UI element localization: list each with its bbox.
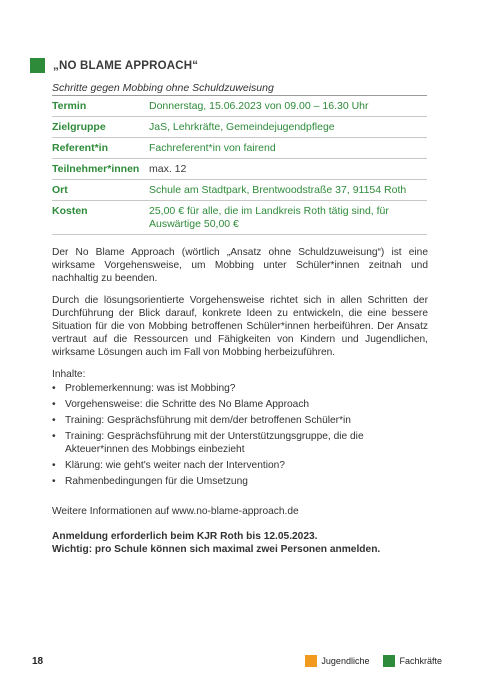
bullet-glyph: • (52, 399, 56, 410)
heading (30, 58, 198, 73)
list-item (52, 414, 428, 427)
bullet-glyph: • (52, 476, 56, 487)
bullet-glyph: • (52, 415, 56, 426)
registration-line: Wichtig: pro Schule können sich maximal zwei Personen anmelden. (52, 544, 381, 555)
list-item (52, 398, 428, 411)
info-key: Ort (52, 180, 149, 201)
page-number: 18 (32, 656, 44, 667)
green-square-marker (30, 58, 45, 73)
list-item-text: Training: Gesprächsführung mit dem/der betroffenen Schüler*in (65, 415, 351, 426)
list-item-text: Training: Gesprächsführung mit der Unterstützungsgruppe, die die Akteuer*innen des Mobbings einbezieht (65, 431, 364, 455)
legend-label: Fachkräfte (399, 656, 442, 666)
info-row-ort (52, 180, 427, 201)
list-item-text: Rahmenbedingungen für die Umsetzung (65, 476, 248, 487)
info-key: Termin (52, 96, 149, 117)
info-value: JaS, Lehrkräfte, Gemeindejugendpflege (149, 117, 427, 138)
info-key: Teilnehmer*innen (52, 159, 149, 180)
info-value: max. 12 (149, 159, 427, 180)
info-table (52, 96, 427, 235)
bullet-glyph: • (52, 383, 56, 394)
approach-paragraph: Durch die lösungsorientierte Vorgehensweise richtet sich in allen Schritten der Durchführung der Blick darauf, konkrete Ideen zu entwickeln, die eine bessere Situation für die von Mobbing betroffenen Schüler*innen herbeiführen. Der Ansatz vertraut auf die Ressourcen und Fähigkeiten von Kindern und Jugendlichen, wirksame Lösungen auch im Fall von Mobbing herbeizuführen. (52, 295, 428, 358)
info-key: Kosten (52, 201, 149, 235)
list-item (52, 430, 428, 456)
info-value (149, 201, 427, 235)
info-row-termin (52, 96, 427, 117)
info-value-line: Auswärtige 50,00 € (149, 218, 239, 230)
bullet-glyph: • (52, 460, 56, 471)
intro-paragraph: Der No Blame Approach (wörtlich „Ansatz ohne Schuldzuweisung“) ist eine wirksame Vorgehensweise, um Mobbing unter Schüler*innen zeitnah und nachhaltig zu beenden. (52, 247, 428, 284)
info-value-line: 25,00 € für alle, die im Landkreis Roth tätig sind, für (149, 205, 389, 217)
info-row-kosten (52, 201, 427, 235)
info-row-zielgruppe (52, 117, 427, 138)
list-item-text: Vorgehensweise: die Schritte des No Blame Approach (65, 399, 310, 410)
contents-list (52, 382, 428, 491)
info-value: Schule am Stadtpark, Brentwoodstraße 37, 91154 Roth (149, 180, 427, 201)
info-key: Referent*in (52, 138, 149, 159)
list-item (52, 475, 428, 488)
list-item-text: Klärung: wie geht's weiter nach der Intervention? (65, 460, 285, 471)
more-info-text: Weitere Informationen auf www.no-blame-approach.de (52, 506, 299, 517)
info-row-referent (52, 138, 427, 159)
info-value: Fachreferent*in von fairend (149, 138, 427, 159)
green-swatch (383, 655, 395, 667)
registration-note (52, 530, 380, 556)
page-title: „NO BLAME APPROACH“ (53, 59, 199, 72)
legend (305, 655, 442, 667)
registration-line: Anmeldung erforderlich beim KJR Roth bis 12.05.2023. (52, 531, 318, 542)
list-item (52, 382, 428, 395)
legend-item-fachkraefte (383, 655, 442, 667)
info-row-teilnehmer (52, 159, 427, 180)
list-item-text: Problemerkennung: was ist Mobbing? (65, 383, 236, 394)
legend-item-jugendliche (305, 655, 369, 667)
orange-swatch (305, 655, 317, 667)
bullet-glyph: • (52, 431, 56, 442)
info-key: Zielgruppe (52, 117, 149, 138)
list-item (52, 459, 428, 472)
info-value: Donnerstag, 15.06.2023 von 09.00 – 16.30 Uhr (149, 96, 427, 117)
contents-label: Inhalte: (52, 369, 86, 380)
subtitle-row (52, 78, 427, 96)
legend-label: Jugendliche (321, 656, 370, 666)
subtitle: Schritte gegen Mobbing ohne Schuldzuweisung (52, 82, 274, 94)
